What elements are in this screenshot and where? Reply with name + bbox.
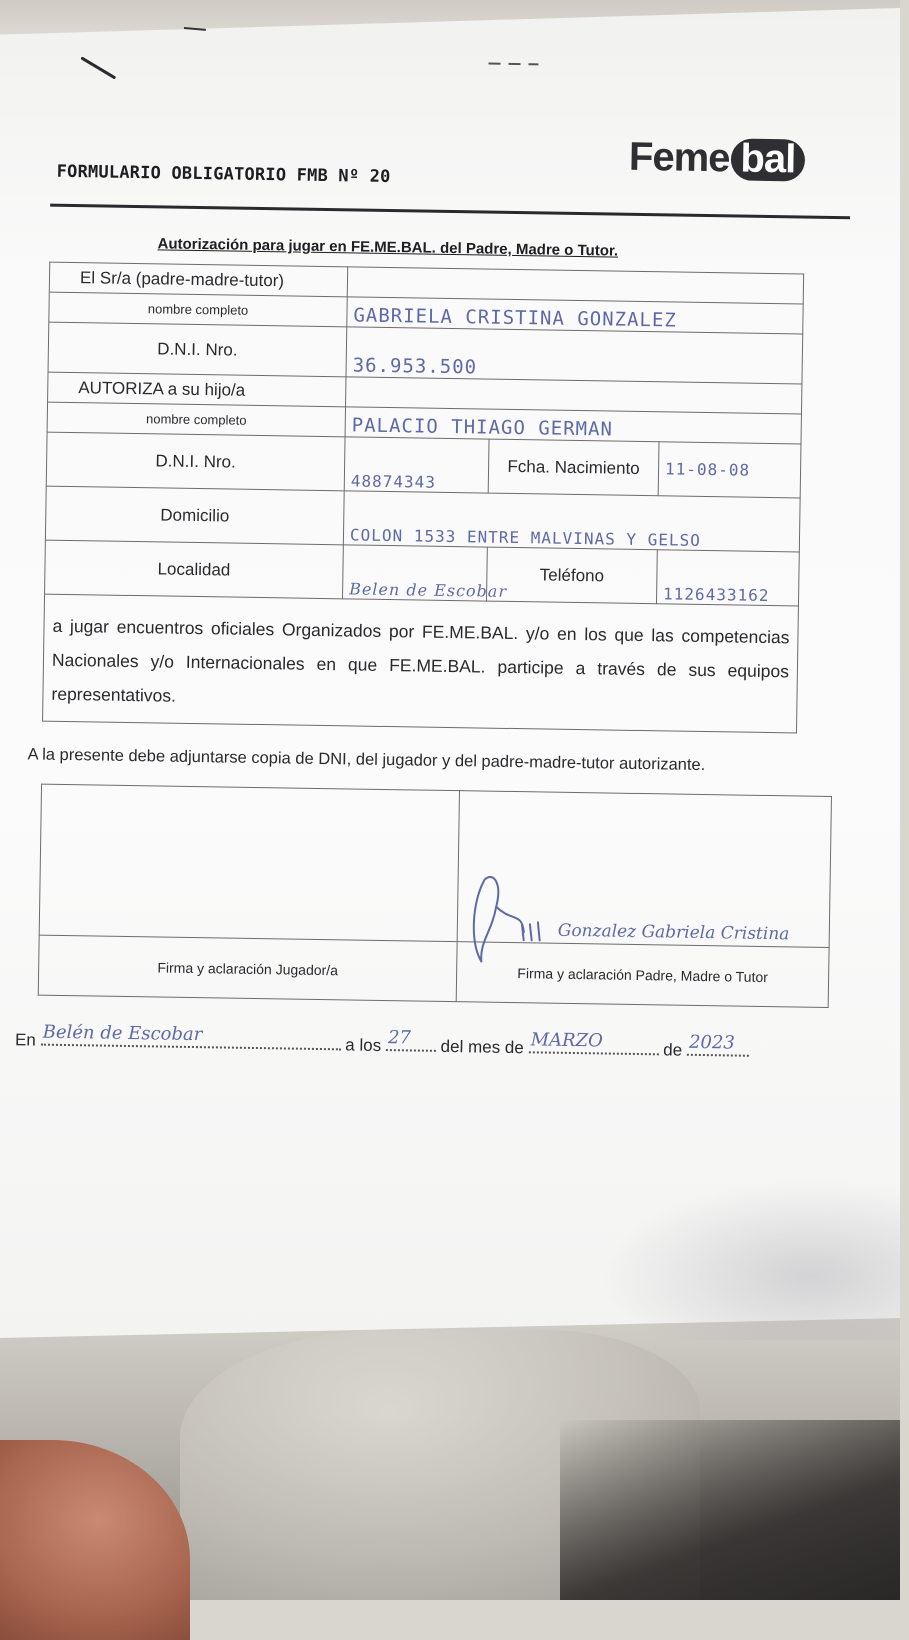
parent-signature-text: Gonzalez Gabriela Cristina [557, 920, 790, 945]
authorization-paragraph: a jugar encuentros oficiales Organizados por FE.ME.BAL. y/o en los que las competencias Nacionales y/o Internacionales en que FE.ME.BAL. participe a través de sus equipos representativos. [43, 594, 799, 733]
phone-label: Teléfono [486, 547, 657, 604]
city-label: Localidad [45, 540, 344, 599]
month-value: MARZO [530, 1029, 604, 1052]
address-value: COLON 1533 ENTRE MALVINAS Y GELSO [349, 525, 702, 550]
child-label: AUTORIZA a su hijo/a [48, 372, 346, 407]
birth-date-field[interactable] [658, 442, 801, 498]
a-los-label: a los [345, 1035, 382, 1055]
signature-table [38, 784, 832, 1008]
authorization-table [42, 262, 804, 734]
pen-mark [184, 27, 206, 31]
year-value: 2023 [688, 1031, 736, 1054]
parent-signature-area[interactable] [457, 791, 831, 948]
child-dni-value: 48874343 [350, 471, 437, 492]
attachment-note: A la presente debe adjuntarse copia de DNI, del jugador y del padre-madre-tutor autorizante. [27, 745, 706, 775]
birth-date-label: Fcha. Nacimiento [488, 439, 659, 496]
form-title: FORMULARIO OBLIGATORIO FMB Nº 20 [56, 161, 391, 188]
mes-label: del mes de [440, 1036, 524, 1058]
pen-mark [488, 63, 538, 66]
parent-name-label: nombre completo [49, 292, 347, 327]
en-label: En [14, 1030, 36, 1050]
logo-prefix: Feme [628, 134, 730, 181]
day-field[interactable] [386, 1027, 436, 1052]
player-signature-area[interactable] [39, 784, 459, 942]
title-divider [50, 204, 850, 220]
phone-field[interactable] [656, 550, 799, 606]
phone-value: 1126433162 [662, 584, 770, 606]
pen-mark [80, 56, 116, 79]
parent-signature-label: Firma y aclaración Padre, Madre o Tutor [456, 942, 829, 1008]
parent-label: El Sr/a (padre-madre-tutor) [49, 262, 347, 297]
parent-dni-label: D.N.I. Nro. [48, 322, 347, 377]
parent-dni-field[interactable] [346, 327, 803, 384]
femebal-logo [629, 135, 806, 183]
address-field[interactable] [343, 491, 800, 552]
month-field[interactable] [528, 1029, 658, 1055]
form-subtitle: Autorización para jugar en FE.ME.BAL. del Padre, Madre o Tutor. [157, 235, 619, 260]
logo-suffix: bal [730, 138, 805, 181]
de-label: de [663, 1040, 683, 1060]
child-dni-label: D.N.I. Nro. [46, 432, 345, 491]
child-dni-field[interactable] [344, 437, 489, 493]
city-value: Belen de Escobar [349, 579, 508, 601]
child-name-value: PALACIO THIAGO GERMAN [351, 414, 614, 441]
player-signature-label: Firma y aclaración Jugador/a [38, 935, 457, 1001]
year-field[interactable] [687, 1031, 749, 1057]
parent-name-value: GABRIELA CRISTINA GONZALEZ [353, 304, 678, 332]
child-name-label: nombre completo [47, 402, 345, 437]
date-line [14, 1021, 845, 1063]
day-value: 27 [387, 1027, 412, 1049]
signature-scribble-icon [461, 861, 553, 972]
parent-dni-value: 36.953.500 [352, 354, 478, 379]
birth-date-value: 11-08-08 [664, 459, 751, 480]
place-field[interactable] [40, 1021, 340, 1051]
place-value: Belén de Escobar [42, 1021, 203, 1046]
address-label: Domicilio [45, 486, 344, 545]
city-field[interactable] [343, 545, 508, 601]
